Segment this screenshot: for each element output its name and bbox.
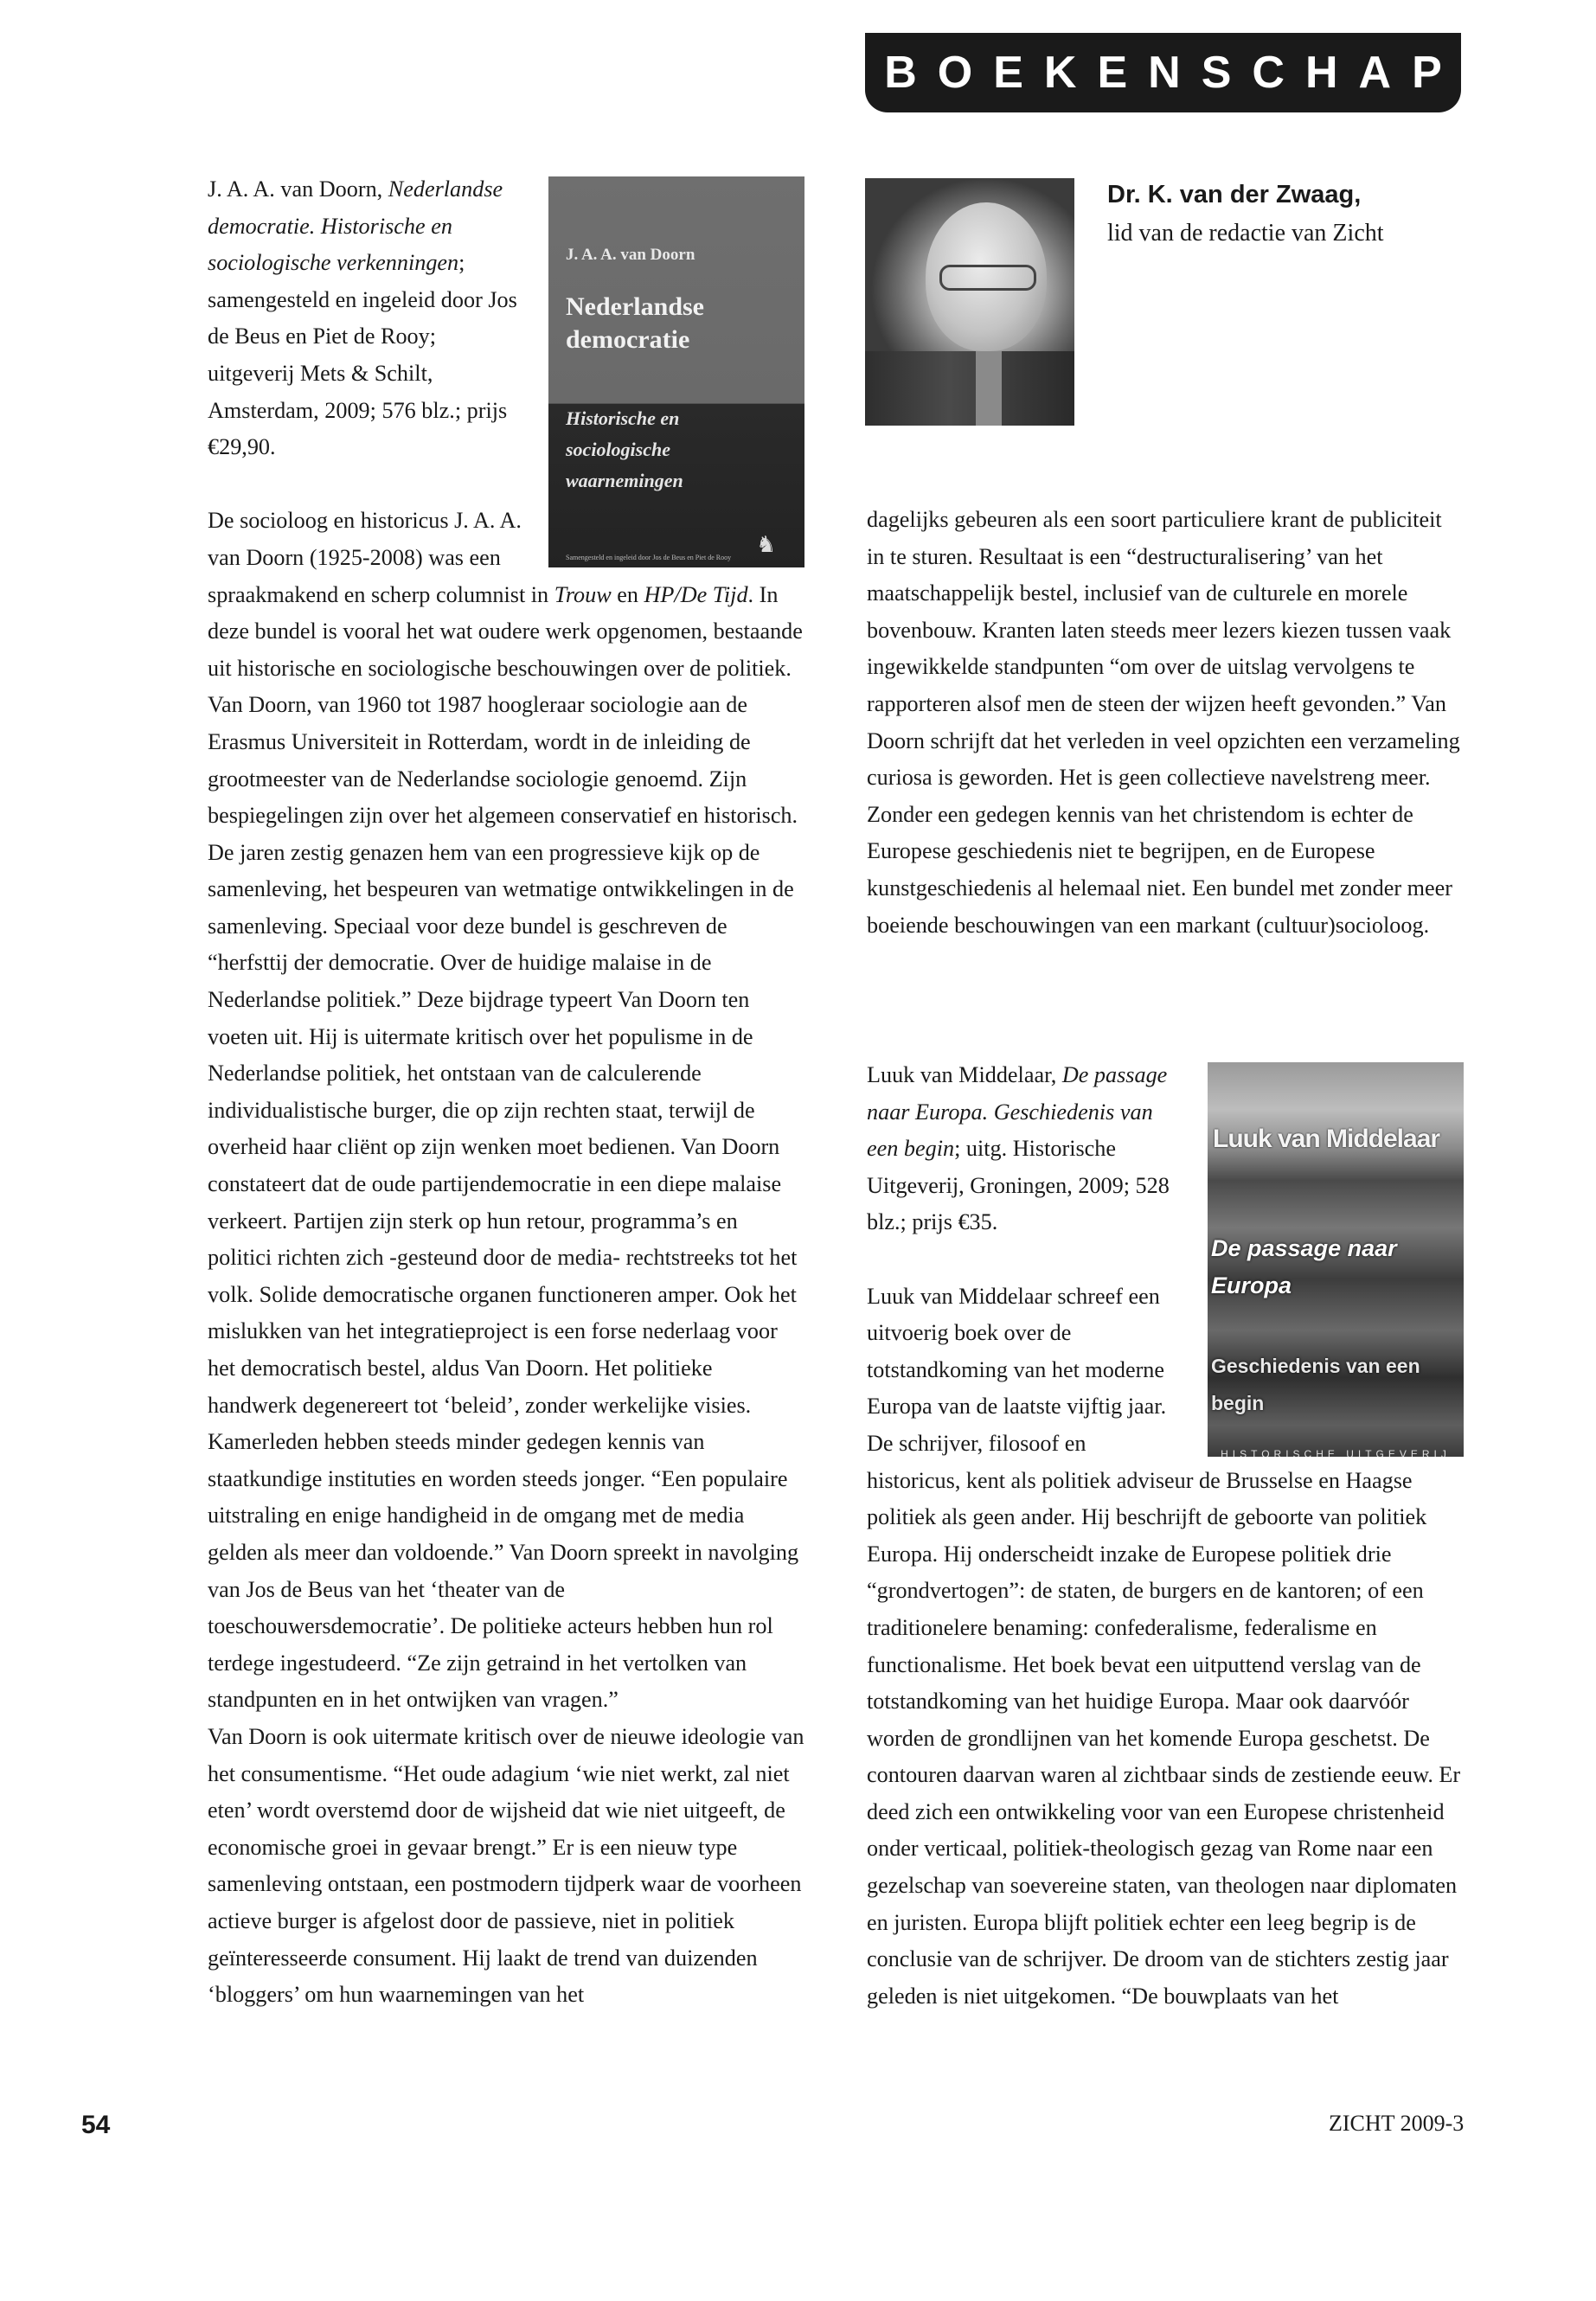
cover2-author: Luuk van Middelaar [1213, 1125, 1440, 1153]
glasses-icon [939, 265, 1036, 291]
reviewer-portrait [865, 178, 1074, 426]
cover-title: Nederlandse democratie [566, 292, 704, 354]
cover-author: J. A. A. van Doorn [566, 246, 695, 264]
review2-column [867, 1057, 1464, 2015]
book-cover-van-doorn [548, 171, 804, 567]
page-number: 54 [81, 2111, 111, 2139]
review1-paragraph-1: De socioloog en historicus J. A. A. van Doorn (1925-2008) was een spraakmakend en scherp columnist in Trouw en HP/De Tijd. In deze bundel is vooral het wat oudere werk opgenomen, bestaande uit historische en sociologische beschouwingen over de politiek. Van Doorn, van 1960 tot 1987 hoogleraar sociologie aan de Erasmus Universiteit in Rotterdam, wordt in de inleiding de grootmeester van de Nederlandse sociologie genoemd. Zijn bespiegelingen zijn over het algemeen conservatief en historisch. De jaren zestig genazen hem van een progressieve kijk op de samenleving, het bespeuren van wetmatige ontwikkelingen in de samenleving. Speciaal voor deze bundel is geschreven de “herfsttij der democratie. Over de huidige malaise in de Nederlandse politiek.” Deze bijdrage typeert Van Doorn ten voeten uit. Hij is uitermate kritisch over het populisme in de Nederlandse politiek, het ontstaan van de calculerende individualistische burger, die op zijn rechten staat, terwijl de overheid haar cliënt op zijn wenken moet bedienen. Van Doorn constateert dat de oude partijendemocratie in een diepe malaise verkeert. Partijen zijn sterk op hun retour, programma’s en politici richten zich -gesteund door de media- rechtstreeks tot het volk. Solide democratische organen functioneren amper. Ook het mislukken van het integratieproject is een forse nederlaag voor het democratisch bestel, aldus Van Doorn. Het politieke handwerk degenereert tot ‘beleid’, zonder werkelijke visies. Kamerleden hebben steeds minder gedegen kennis van staatkundige instituties en worden steeds jonger. “Een populaire uitstraling en enige handigheid in de omgang met de media gelden als meer dan voldoende.” Van Doorn spreekt in navolging van Jos de Beus van het ‘theater van de toeschouwersdemocratie’. De politieke acteurs hebben hun rol terdege ingestudeerd. “Ze zijn getraind in het vertolken van standpunten en in het ontwijken van vragen.” [208, 508, 803, 1713]
cover2-subtitle: Geschiedenis van een begin [1211, 1355, 1420, 1414]
citation-van-doorn: J. A. A. van Doorn, Nederlandse democratie. Historische en sociologische verkenningen; samengesteld en ingeleid door Jos de Beus en Piet de Rooy; uitgeverij Mets & Schilt, Amsterdam, 2009; 576 blz.; prijs €29,90. [208, 176, 517, 460]
reviewer-name: Dr. K. van der Zwaag, [1107, 181, 1362, 208]
citation-middelaar: Luuk van Middelaar, De passage naar Europa. Geschiedenis van een begin; uitg. Historische Uitgeverij, Groningen, 2009; 528 blz.; prijs €35. [867, 1062, 1170, 1235]
reviewer-block [1107, 176, 1384, 254]
section-title: BOEKENSCHAP [884, 48, 1463, 98]
issue-label: ZICHT 2009-3 [1329, 2111, 1465, 2136]
left-column [208, 171, 804, 2014]
review1-paragraph-3: dagelijks gebeuren als een soort particuliere krant de publiciteit in te sturen. Resultaat is een “destructuralisering’ van het maatschappelijk bestel, inclusief van de culturele en morele bovenbouw. Kranten laten steeds meer lezers kiezen tussen vaak ingewikkelde standpunten “om over de uitslag vervolgens te rapporteren alsof men de steen der wijzen heeft gevonden.” Van Doorn schrijft dat het verleden in veel opzichten een verzameling curiosa is geworden. Het is geen collectieve navelstreng meer. Zonder een gedegen kennis van het christendom is echter de Europese geschiedenis niet te begrijpen, en de Europese kunstgeschiedenis al helemaal niet. Een bundel met zonder meer boeiende beschouwingen van een markant (cultuur)socioloog. [867, 507, 1460, 938]
section-banner [865, 33, 1461, 112]
review1-paragraph-2: Van Doorn is ook uitermate kritisch over de nieuwe ideologie van het consumentisme. “Het oude adagium ‘wie niet werkt, zal niet eten’ wordt overstemd door de wijsheid dat wie niet uitgeeft, de economische groei in gevaar brengt.” Er is een nieuw type samenleving ontstaan, een postmodern tijdperk waar de voorheen actieve burger is afgelost door de passieve, niet in politiek geïnteresseerde consument. Hij laakt de trend van duizenden ‘bloggers’ om hun waarnemingen van het [208, 1723, 804, 2008]
right-column-continued [867, 502, 1464, 944]
cover-subtitle: Historische en sociologische waarnemingen [566, 407, 683, 491]
reviewer-role: lid van de redactie van Zicht [1107, 220, 1384, 247]
cover2-title: De passage naar Europa [1211, 1235, 1397, 1298]
book-cover-middelaar [1208, 1057, 1464, 1457]
review2-paragraph-1: Luuk van Middelaar schreef een uitvoerig boek over de totstandkoming van het moderne Europa van de laatste vijftig jaar. De schrijver, filosoof en historicus, kent als politiek adviseur de Brusselse en Haagse politiek als geen ander. Hij beschrijft de geboorte van politiek Europa. Hij onderscheidt inzake de Europese politiek drie “grondvertogen”: de staten, de burgers en de kantoren; of een traditionelere benaming: confederalisme, federalisme en functionalisme. Het boek bevat een uitputtend verslag van de totstandkoming van het huidige Europa. Maar ook daarvóór worden de grondlijnen van het komende Europa geschetst. De contouren daarvan waren al zichtbaar sinds de zestiende eeuw. Er deed zich een ontwikkeling voor van een Europese christenheid onder verticaal, politiek-theologisch gezag van Rome naar een gezelschap van soevereine staten, van theologen naar diplomaten en juristen. Europa blijft politiek echter een leeg begrip is de conclusie van de schrijver. De droom van de stichters zestig jaar geleden is niet uitgekomen. “De bouwplaats van het [867, 1283, 1461, 2009]
publisher-logo-icon: ♞ [756, 532, 777, 557]
cover-credit: Samengesteld en ingeleid door Jos de Beus en Piet de Rooy [566, 554, 732, 561]
cover2-publisher: HISTORISCHE UITGEVERIJ [1221, 1448, 1451, 1457]
